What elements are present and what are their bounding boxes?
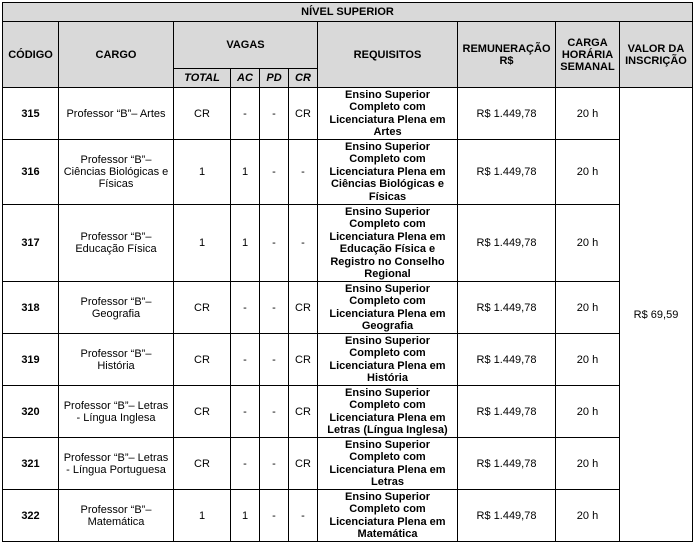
cell-ac: 1 — [231, 140, 260, 205]
cell-total: 1 — [174, 205, 231, 282]
cell-remuneracao: R$ 1.449,78 — [458, 205, 556, 282]
cell-remuneracao: R$ 1.449,78 — [458, 334, 556, 386]
cell-carga-horaria: 20 h — [556, 386, 620, 438]
cell-cr: CR — [289, 386, 318, 438]
cell-cargo: Professor “B”– Geografia — [59, 282, 174, 334]
cell-remuneracao: R$ 1.449,78 — [458, 140, 556, 205]
cell-remuneracao: R$ 1.449,78 — [458, 490, 556, 542]
cell-carga-horaria: 20 h — [556, 140, 620, 205]
header-total: TOTAL — [174, 69, 231, 88]
table-row — [3, 88, 693, 140]
cell-carga-horaria: 20 h — [556, 438, 620, 490]
cell-pd: - — [260, 88, 289, 140]
cell-pd: - — [260, 140, 289, 205]
cell-pd: - — [260, 490, 289, 542]
header-cr: CR — [289, 69, 318, 88]
cell-cargo: Professor “B”– História — [59, 334, 174, 386]
cell-remuneracao: R$ 1.449,78 — [458, 386, 556, 438]
cell-requisitos: Ensino Superior Completo com Licenciatura Plena em História — [318, 334, 458, 386]
cell-requisitos: Ensino Superior Completo com Licenciatura Plena em Letras — [318, 438, 458, 490]
cell-cargo: Professor “B”– Educação Física — [59, 205, 174, 282]
cell-cr: CR — [289, 282, 318, 334]
cell-total: CR — [174, 88, 231, 140]
cell-total: 1 — [174, 140, 231, 205]
cell-ac: 1 — [231, 490, 260, 542]
cell-carga-horaria: 20 h — [556, 490, 620, 542]
cell-valor-inscricao: R$ 69,59 — [620, 88, 693, 542]
cell-codigo: 315 — [3, 88, 59, 140]
cell-total: CR — [174, 334, 231, 386]
cell-ac: 1 — [231, 205, 260, 282]
cell-carga-horaria: 20 h — [556, 205, 620, 282]
cell-cr: - — [289, 140, 318, 205]
cell-cargo: Professor “B”– Artes — [59, 88, 174, 140]
header-carga-horaria: CARGA HORÁRIA SEMANAL — [556, 22, 620, 88]
table-container — [2, 2, 693, 542]
cell-total: CR — [174, 438, 231, 490]
cell-requisitos: Ensino Superior Completo com Licenciatura Plena em Matemática — [318, 490, 458, 542]
table-row — [3, 282, 693, 334]
cell-requisitos: Ensino Superior Completo com Licenciatura Plena em Artes — [318, 88, 458, 140]
cell-codigo: 318 — [3, 282, 59, 334]
header-requisitos: REQUISITOS — [318, 22, 458, 88]
cell-remuneracao: R$ 1.449,78 — [458, 438, 556, 490]
header-valor-inscricao: VALOR DA INSCRIÇÃO — [620, 22, 693, 88]
cell-requisitos: Ensino Superior Completo com Licenciatura Plena em Geografia — [318, 282, 458, 334]
cell-codigo: 316 — [3, 140, 59, 205]
cell-carga-horaria: 20 h — [556, 334, 620, 386]
cell-pd: - — [260, 205, 289, 282]
cell-cr: CR — [289, 334, 318, 386]
table-row — [3, 205, 693, 282]
cell-cr: - — [289, 205, 318, 282]
header-remuneracao: REMUNERAÇÃO R$ — [458, 22, 556, 88]
header-ac: AC — [231, 69, 260, 88]
cell-remuneracao: R$ 1.449,78 — [458, 88, 556, 140]
cell-total: CR — [174, 282, 231, 334]
table-title: NÍVEL SUPERIOR — [3, 3, 693, 22]
cell-remuneracao: R$ 1.449,78 — [458, 282, 556, 334]
cell-carga-horaria: 20 h — [556, 88, 620, 140]
cell-requisitos: Ensino Superior Completo com Licenciatura Plena em Educação Física e Registro no Conselho Regional — [318, 205, 458, 282]
table-row — [3, 386, 693, 438]
cell-ac: - — [231, 438, 260, 490]
cell-pd: - — [260, 282, 289, 334]
cell-requisitos: Ensino Superior Completo com Licenciatura Plena em Letras (Língua Inglesa) — [318, 386, 458, 438]
cell-ac: - — [231, 88, 260, 140]
cell-cr: - — [289, 490, 318, 542]
table-row — [3, 334, 693, 386]
header-pd: PD — [260, 69, 289, 88]
cell-cr: CR — [289, 88, 318, 140]
cell-cargo: Professor “B”– Ciências Biológicas e Físicas — [59, 140, 174, 205]
table-row — [3, 140, 693, 205]
header-cargo: CARGO — [59, 22, 174, 88]
cell-ac: - — [231, 334, 260, 386]
header-vagas: VAGAS — [174, 22, 318, 69]
cell-ac: - — [231, 282, 260, 334]
cell-pd: - — [260, 438, 289, 490]
cell-carga-horaria: 20 h — [556, 282, 620, 334]
cell-cargo: Professor “B”– Letras - Língua Inglesa — [59, 386, 174, 438]
cell-cr: CR — [289, 438, 318, 490]
cell-codigo: 321 — [3, 438, 59, 490]
cell-cargo: Professor “B”– Letras - Língua Portuguesa — [59, 438, 174, 490]
cell-ac: - — [231, 386, 260, 438]
cell-codigo: 320 — [3, 386, 59, 438]
cell-codigo: 317 — [3, 205, 59, 282]
cell-pd: - — [260, 386, 289, 438]
cell-codigo: 319 — [3, 334, 59, 386]
table-row — [3, 438, 693, 490]
cell-codigo: 322 — [3, 490, 59, 542]
cell-requisitos: Ensino Superior Completo com Licenciatura Plena em Ciências Biológicas e Físicas — [318, 140, 458, 205]
cell-total: 1 — [174, 490, 231, 542]
header-codigo: CÓDIGO — [3, 22, 59, 88]
cell-cargo: Professor “B”– Matemática — [59, 490, 174, 542]
positions-table — [2, 2, 693, 542]
cell-pd: - — [260, 334, 289, 386]
table-row — [3, 490, 693, 542]
cell-total: CR — [174, 386, 231, 438]
